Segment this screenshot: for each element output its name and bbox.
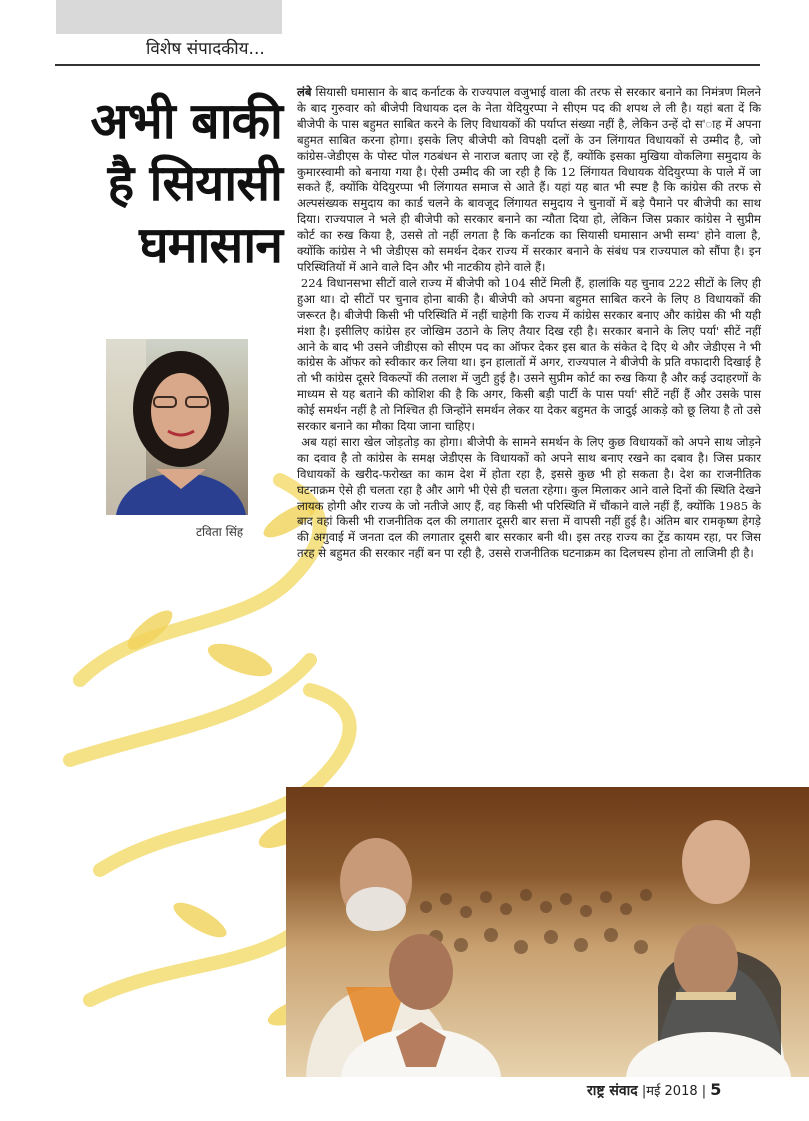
collage-illustration (286, 787, 809, 1077)
author-name: टविता सिंह (196, 525, 244, 539)
article-paragraph-1 (297, 85, 761, 276)
footer-separator: | (641, 1084, 647, 1099)
header-band (56, 0, 282, 34)
author-portrait-illustration (106, 339, 248, 515)
page-footer (587, 1080, 721, 1100)
magazine-brand: राष्ट्र संवाद (587, 1083, 638, 1099)
headline-line-1: अभी बाकी (90, 92, 282, 150)
article-body (297, 85, 761, 562)
page-number: 5 (710, 1080, 722, 1099)
issue-date: मई 2018 (646, 1084, 698, 1099)
headline-line-2: है सियासी (107, 154, 282, 212)
author-photo (106, 339, 248, 515)
section-label: विशेष संपादकीय... (146, 39, 265, 59)
headline-line-3: घमासान (139, 216, 282, 274)
paragraph-3-text: अब यहां सारा खेल जोड़तोड़ का होगा। बीजेपी के सामने समर्थन के लिए कुछ विधायकों को अपने साथ जोड़ने का दवाव है तो कांग्रेस के समक्ष जेडीएस के विधायकों को अपने साथ बनाए रखने का दबाव है। जिस प्रकार विधायकों के खरीद-फरोख्त का काम देश में होता रहा है, इससे कुछ भी हो सकता है। देश का राजनीतिक घटनाक्रम ऐसे ही चलता रहा है और आगे भी ऐसे ही चलता रहेगा। कुल मिलाकर आने वाले दिनों की स्थिति देखने लायक होगी और राज्य के जो नतीजे आए हैं, वह किसी भी परिस्थिति में चौंकाने वाले नहीं हैं, क्योंकि 1985 के बाद वहां किसी भी राजनीतिक दल की लगातार दूसरी बार सत्ता में वापसी नहीं हुई है। अंतिम बार रामकृष्ण हेगड़े की अगुवाई में जनता दल की लगातार दूसरी बार सरकार बनी थी। इस तरह राज्य का ट्रेंड कायम रहा, पर जिस तरह से बहुमत की सरकार नहीं बन पा रही है, उससे राजनीतिक घटनाक्रम का दिलचस्प होना तो लाजिमी ही है। (297, 434, 762, 561)
lead-word: लंबे (297, 85, 312, 99)
paragraph-2-text: 224 विधानसभा सीटों वाले राज्य में बीजेपी को 104 सीटें मिली हैं, हालांकि यह चुनाव 222 सीटों के लिए ही हुआ था। दो सीटों पर चुनाव होना बाकी है। बीजेपी को अपना बहुमत साबित करने के लिए 8 विधायकों की जरूरत है। बीजेपी किसी भी परिस्थिति में नहीं चाहेगी कि राज्य में कांग्रेस सरकार बनाए और कांग्रेस की भी यही मंशा है। इसीलिए कांग्रेस हर जोखिम उठाने के लिए तैयार दिख रही है। सरकार बनाने के लिए पर्या' सीटें नहीं आने के बाद भी उसने जीडीएस को सीएम पद का ऑफर देकर इस बात के संकेत दे दिए थे और जेडीएस ने भी कांग्रेस के ऑफर को स्वीकार कर लिया था। इन हालातों में अगर, राज्यपाल ने बीजेपी के प्रति वफादारी दिखाई है तो भी कांग्रेस दूसरे विकल्पों की तलाश में जुटी हुई है। उसने सुप्रीम कोर्ट का रुख किया है और कई उदाहरणों के माध्यम से यह बताने की कोशिश की है कि अगर, किसी बड़ी पार्टी के पास पर्या' सीटें नहीं हैं और उसके पास कोई समर्थन नहीं है तो निश्चित ही जिन्होंने समर्थन लेकर या देकर बहुमत के जादुई आकड़े को छू लिया है तो उसे सरकार बनाने का मौका दिया जाना चाहिए। (297, 275, 761, 434)
header-rule (55, 64, 760, 66)
article-paragraph-2 (297, 276, 761, 435)
footer-separator-2: | (697, 1084, 711, 1099)
headline (60, 90, 282, 276)
article-paragraph-3 (297, 435, 761, 562)
paragraph-1-text: सियासी घमासान के बाद कर्नाटक के राज्यपाल वजुभाई वाला की तरफ से सरकार बनाने का निमंत्रण मिलने के बाद गुरुवार को बीजेपी विधायक दल के नेता येदियुरप्पा ने सीएम पद की शपथ ले ली है। यहां बता दें कि बीजेपी के पास बहुमत साबित करने के लिए विधायकों की पर्याप्त संख्या नहीं है, लेकिन उन्हें दो स'ाह में अपना बहुमत साबित करना होगा। इसके लिए बीजेपी को विपक्षी दलों के उन लिंगायत विधायकों से उम्मीद है, जो कांग्रेस-जेडीएस के पोस्ट पोल गठबंधन से नाराज बताए जा रहे हैं, क्योंकि इसका मुखिया वोकलिगा समुदाय के कुमारस्वामी को बनाया गया है। ऐसी उम्मीद की जा रही है कि 12 लिंगायत विधायक येदियुरप्पा के पाले में जा सकते हैं, क्योंकि येदियुरप्पा भी लिंगायत समाज से आते हैं। यहां यह बात भी स्पष्ट है कि कांग्रेस की तरफ से अल्पसंख्यक समुदाय का कार्ड चलने के बावजूद लिंगायत समुदाय ने चुनावों में बड़े पैमाने पर बीजेपी का साथ दिया। राज्यपाल ने भले ही बीजेपी को सरकार बनाने का न्यौता दिया हो, लेकिन जिस प्रकार कांग्रेस ने सुप्रीम कोर्ट का रुख किया है, उससे तो नहीं लगता है कि कर्नाटक का सियासी घमासान अभी सम्य' होने वाला है, क्योंकि कांग्रेस ने भी जेडीएस को समर्थन देकर राज्य में सरकार बनाने के संबंध पत्र राज्यपाल को सौंपा है। इन परिस्थितियों में आने वाले दिन और भी नाटकीय होने वाले हैं। (297, 85, 761, 274)
politicians-collage-photo (286, 787, 809, 1077)
